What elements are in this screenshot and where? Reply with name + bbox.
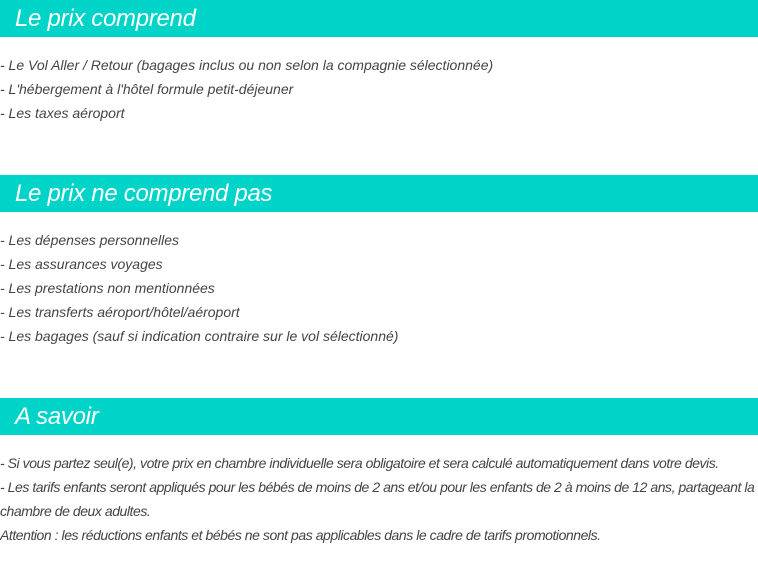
list-item: - Les assurances voyages <box>0 256 163 272</box>
list-item: Attention : les réductions enfants et bébés ne sont pas applicables dans le cadre de tarifs promotionnels. <box>0 527 601 543</box>
section-title: Le prix comprend <box>15 5 196 32</box>
not-included-list <box>0 228 758 348</box>
list-item: - Le Vol Aller / Retour (bagages inclus ou non selon la compagnie sélectionnée) <box>0 57 494 73</box>
list-item: - Les taxes aéroport <box>0 105 125 121</box>
list-item: - Les bagages (sauf si indication contraire sur le vol sélectionné) <box>0 328 399 344</box>
list-item: - Si vous partez seul(e), votre prix en chambre individuelle sera obligatoire et sera calculé automatiquement dans votre devis. <box>0 455 719 471</box>
section-header-good-to-know <box>0 398 758 435</box>
list-item: - Les dépenses personnelles <box>0 232 180 248</box>
list-item: - L'hébergement à l'hôtel formule petit-déjeuner <box>0 81 294 97</box>
included-list <box>0 53 758 125</box>
list-item: - Les prestations non mentionnées <box>0 280 215 296</box>
good-to-know-list <box>0 451 758 547</box>
section-header-included <box>0 0 758 37</box>
section-title: Le prix ne comprend pas <box>15 180 273 207</box>
section-title: A savoir <box>15 403 99 430</box>
section-header-not-included <box>0 175 758 212</box>
list-item: - Les tarifs enfants seront appliqués pour les bébés de moins de 2 ans et/ou pour les enfants de 2 à moins de 12 ans, partageant la chambre de deux adultes. <box>0 479 755 519</box>
list-item: - Les transferts aéroport/hôtel/aéroport <box>0 304 240 320</box>
